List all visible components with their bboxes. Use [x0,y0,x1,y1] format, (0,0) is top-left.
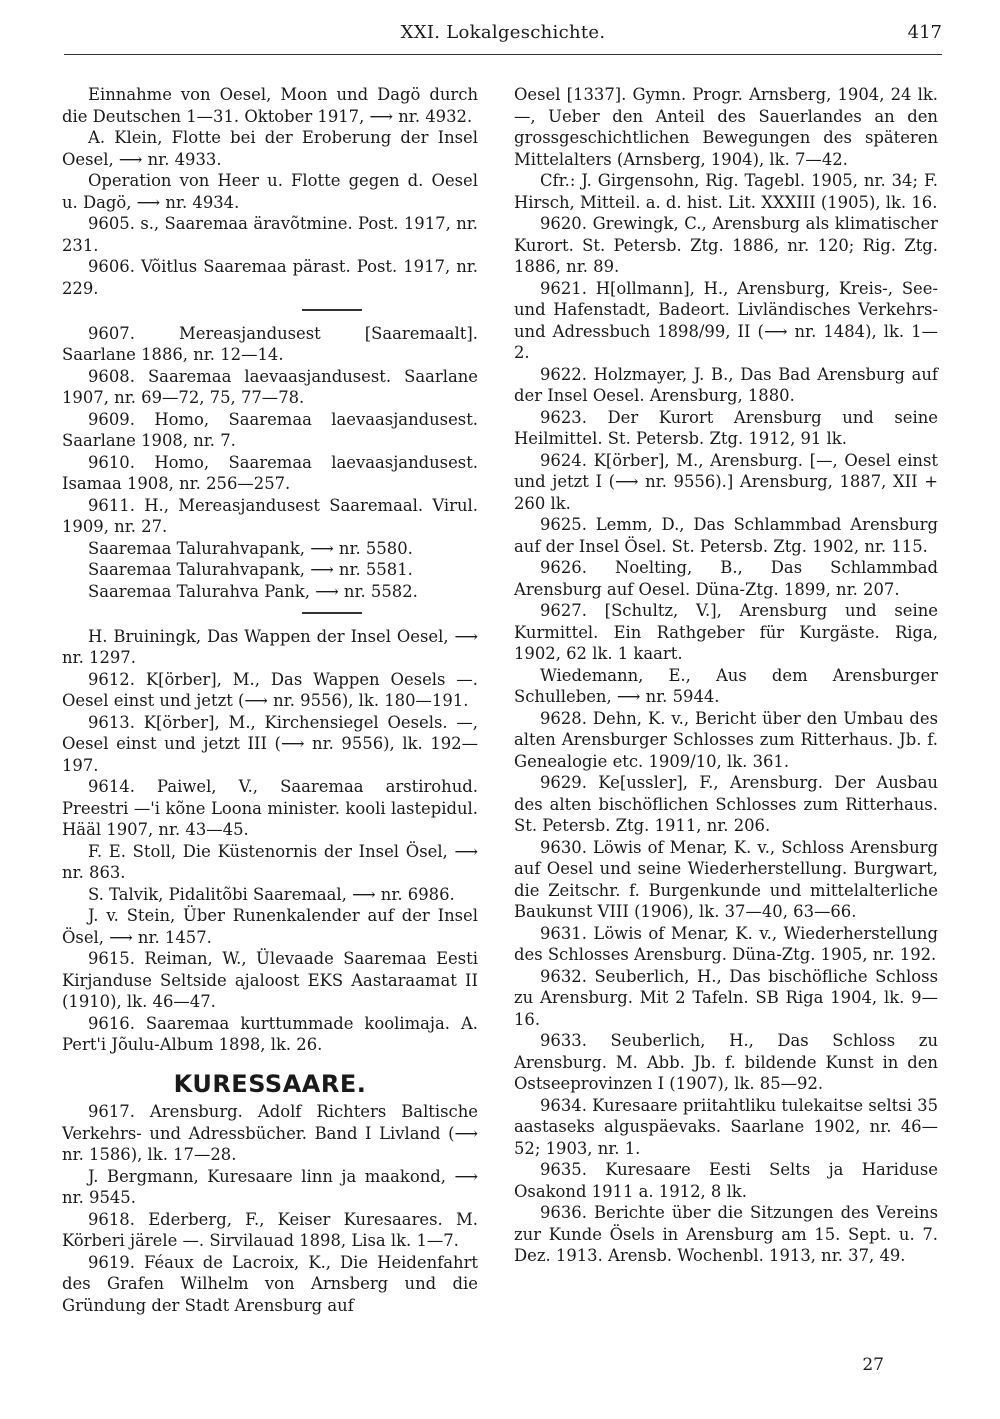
bibliography-entry: 9614. Paiwel, V., Saaremaa arstirohud. Preestri —'i kõne Loona minister. kooli lastepidul. Hääl 1907, nr. 43—45. [62,777,478,839]
entries-group-b [62,323,478,603]
entries-group-right [514,170,938,1267]
bibliography-entry: 9606. Võitlus Saaremaa pärast. Post. 1917, nr. 229. [62,257,478,298]
bibliography-entry: 9626. Noelting, B., Das Schlammbad Arensburg auf Oesel. Düna-Ztg. 1899, nr. 207. [514,558,938,599]
bibliography-entry: 9619. Féaux de Lacroix, K., Die Heidenfahrt des Grafen Wilhelm von Arnsberg und die Gründung der Stadt Arensburg auf [62,1252,478,1315]
bibliography-entry: 9629. Ke[ussler], F., Arensburg. Der Ausbau des alten bischöflichen Schlosses zum Ritterhaus. St. Petersb. Ztg. 1911, nr. 206. [514,773,938,835]
bibliography-entry: J. v. Stein, Über Runenkalender auf der Insel Ösel, ⟶ nr. 1457. [62,906,478,947]
bibliography-entry: 9633. Seuberlich, H., Das Schloss zu Arensburg. M. Abb. Jb. f. bildende Kunst in den Ostseeprovinzen I (1907), lk. 85—92. [514,1031,938,1093]
entries-group-c [62,626,478,1056]
entries-group-d [62,1101,478,1316]
bibliography-entry: 9621. H[ollmann], H., Arensburg, Kreis-, See- und Hafenstadt, Badeort. Livländisches Verkehrs- und Adressbuch 1898/99, II (⟶ nr. 1484), lk. 1—2. [514,278,938,362]
bibliography-entry: Einnahme von Oesel, Moon und Dagö durch die Deutschen 1—31. Oktober 1917, ⟶ nr. 4932. [62,85,478,126]
bibliography-entry: 9622. Holzmayer, J. B., Das Bad Arensburg auf der Insel Oesel. Arensburg, 1880. [514,364,938,405]
bibliography-entry: J. Bergmann, Kuresaare linn ja maakond, ⟶ nr. 9545. [62,1166,478,1207]
bibliography-entry: 9612. K[örber], M., Das Wappen Oesels —. Oesel einst und jetzt (⟶ nr. 9556), lk. 180—191. [62,669,478,710]
left-column [62,84,478,1316]
bibliography-entry: 9632. Seuberlich, H., Das bischöfliche Schloss zu Arensburg. Mit 2 Tafeln. SB Riga 1904, lk. 9—16. [514,966,938,1029]
bibliography-entry: 9609. Homo, Saaremaa laevaasjandusest. Saarlane 1908, nr. 7. [62,409,478,450]
bibliography-entry: 9625. Lemm, D., Das Schlammbad Arensburg auf der Insel Ösel. St. Petersb. Ztg. 1902, nr. 115. [514,515,938,556]
bibliography-entry: 9630. Löwis of Menar, K. v., Schloss Arensburg auf Oesel und seine Wiederherstellung. Burgwart, die Zeitschr. f. Burgenkunde und mittelalterliche Baukunst VIII (1906), lk. 37—40, 63—66. [514,837,938,921]
section-heading: KURESSAARE. [173,1069,367,1098]
bibliography-entry: 9607. Mereasjandusest [Saaremaalt]. Saarlane 1886, nr. 12—14. [62,323,478,364]
signature-mark: 27 [862,1355,884,1375]
entries-group-a [62,84,478,299]
bibliography-entry: 9628. Dehn, K. v., Bericht über den Umbau des alten Arensburger Schlosses zum Ritterhaus. Jb. f. Genealogie etc. 1909/10, lk. 361. [514,708,938,771]
bibliography-entry: S. Talvik, Pidalitõbi Saaremaal, ⟶ nr. 6986. [88,884,455,904]
bibliography-entry: 9623. Der Kurort Arensburg und seine Heilmittel. St. Petersb. Ztg. 1912, 91 lk. [514,407,938,448]
continued-entry: Oesel [1337]. Gymn. Progr. Arnsberg, 1904, 24 lk. —, Ueber den Anteil des Sauerlandes an den grossgeschichtlichen Bewegungen des späteren Mittelalters (Arnsberg, 1904), lk. 7—42. [514,85,938,169]
bibliography-entry: 9608. Saaremaa laevaasjandusest. Saarlane 1907, nr. 69—72, 75, 77—78. [62,366,478,407]
bibliography-entry: 9613. K[örber], M., Kirchensiegel Oesels. —, Oesel einst und jetzt III (⟶ nr. 9556), lk. 192—197. [62,712,478,775]
bibliography-entry: 9634. Kuresaare priitahtliku tulekaitse seltsi 35 aastaseks alguspäevaks. Saarlane 1902, nr. 46—52; 1903, nr. 1. [514,1095,938,1158]
bibliography-entry: 9635. Kuresaare Eesti Selts ja Hariduse Osakond 1911 a. 1912, 8 lk. [514,1160,938,1201]
bibliography-entry: 9624. K[örber], M., Arensburg. [—, Oesel einst und jetzt I (⟶ nr. 9556).] Arensburg, 1887, XII + 260 lk. [514,450,938,513]
bibliography-entry: F. E. Stoll, Die Küstenornis der Insel Ösel, ⟶ nr. 863. [62,841,478,882]
bibliography-entry: 9618. Ederberg, F., Keiser Kuresaares. M. Körberi järele —. Sirvilauad 1898, Lisa lk. 1—7. [62,1209,478,1250]
separator-rule [302,612,362,614]
bibliography-entry: Cfr.: J. Girgensohn, Rig. Tagebl. 1905, nr. 34; F. Hirsch, Mitteil. a. d. hist. Lit. XXXIII (1905), lk. 16. [514,171,938,212]
bibliography-entry: Saaremaa Talurahvapank, ⟶ nr. 5580. [88,538,413,558]
bibliography-entry: 9611. H., Mereasjandusest Saaremaal. Virul. 1909, nr. 27. [62,495,478,536]
running-header [64,20,942,55]
section-title: XXI. Lokalgeschichte. [400,22,606,43]
right-column [514,84,938,1267]
bibliography-entry: 9631. Löwis of Menar, K. v., Wiederherstellung des Schlosses Arensburg. Düna-Ztg. 1905, nr. 192. [514,923,938,964]
bibliography-entry: A. Klein, Flotte bei der Eroberung der Insel Oesel, ⟶ nr. 4933. [62,128,478,169]
bibliography-entry: Wiedemann, E., Aus dem Arensburger Schulleben, ⟶ nr. 5944. [514,665,938,706]
separator-rule [302,309,362,311]
bibliography-entry: 9615. Reiman, W., Ülevaade Saaremaa Eesti Kirjanduse Seltside ajaloost EKS Aastaraamat II (1910), lk. 46—47. [62,949,478,1011]
bibliography-entry: 9627. [Schultz, V.], Arensburg und seine Kurmittel. Ein Rathgeber für Kurgäste. Riga, 1902, 62 lk. 1 kaart. [514,601,938,663]
bibliography-entry: Operation von Heer u. Flotte gegen d. Oesel u. Dagö, ⟶ nr. 4934. [62,171,478,212]
bibliography-entry: 9605. s., Saaremaa äravõtmine. Post. 1917, nr. 231. [62,214,478,255]
bibliography-entry: 9617. Arensburg. Adolf Richters Baltische Verkehrs- und Adressbücher. Band I Livland (⟶ nr. 1586), lk. 17—28. [62,1102,478,1164]
bibliography-entry: 9616. Saaremaa kurttummade koolimaja. A. Pert'i Jõulu-Album 1898, lk. 26. [62,1013,478,1054]
bibliography-entry: 9636. Berichte über die Sitzungen des Vereins zur Kunde Ösels in Arensburg am 15. Sept. u. 7. Dez. 1913. Arensb. Wochenbl. 1913, nr. 37, 49. [514,1203,938,1265]
bibliography-entry: Saaremaa Talurahvapank, ⟶ nr. 5581. [88,560,413,579]
bibliography-entry: 9620. Grewingk, C., Arensburg als klimatischer Kurort. St. Petersb. Ztg. 1886, nr. 120; Rig. Ztg. 1886, nr. 89. [514,214,938,276]
page-number: 417 [907,22,942,43]
bibliography-entry: H. Bruiningk, Das Wappen der Insel Oesel, ⟶ nr. 1297. [62,626,478,667]
bibliography-entry: Saaremaa Talurahva Pank, ⟶ nr. 5582. [88,581,418,601]
bibliography-entry: 9610. Homo, Saaremaa laevaasjandusest. Isamaa 1908, nr. 256—257. [62,452,478,493]
